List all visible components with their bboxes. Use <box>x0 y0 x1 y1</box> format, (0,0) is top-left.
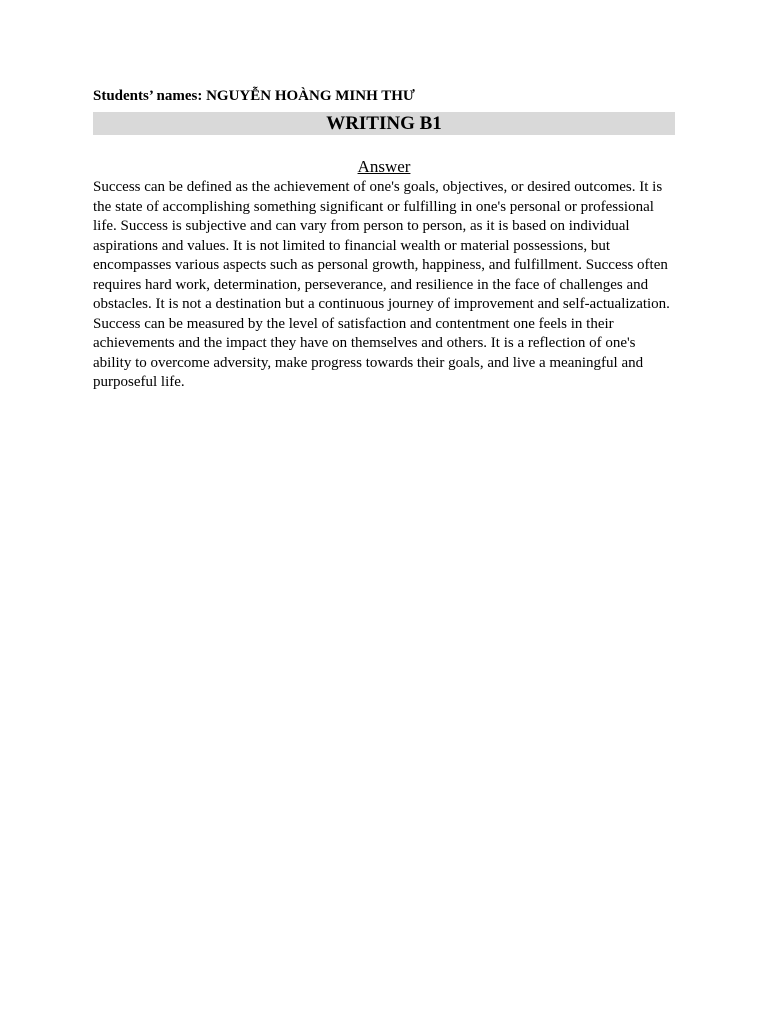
answer-paragraph: Success can be defined as the achievement of one's goals, objectives, or desired outcomes. It is the state of accomplishing something significant or fulfilling in one's personal or professional life. Success is subjective and can vary from person to person, as it is based on individual aspirations and values. It is not limited to financial wealth or material possessions, but encompasses various aspects such as personal growth, happiness, and fulfillment. Success often requires hard work, determination, perseverance, and resilience in the face of challenges and obstacles. It is not a destination but a continuous journey of improvement and self-actualization. Success can be measured by the level of satisfaction and contentment one feels in their achievements and the impact they have on themselves and others. It is a reflection of one's ability to overcome adversity, make progress towards their goals, and live a meaningful and purposeful life. <box>93 179 670 390</box>
students-label: Students’ names: <box>93 88 203 104</box>
document-title: WRITING B1 <box>93 112 675 135</box>
answer-heading: Answer <box>357 157 411 176</box>
student-name: NGUYỄN HOÀNG MINH THƯ <box>206 88 415 104</box>
document-content <box>93 86 675 393</box>
student-names-line <box>93 86 675 106</box>
